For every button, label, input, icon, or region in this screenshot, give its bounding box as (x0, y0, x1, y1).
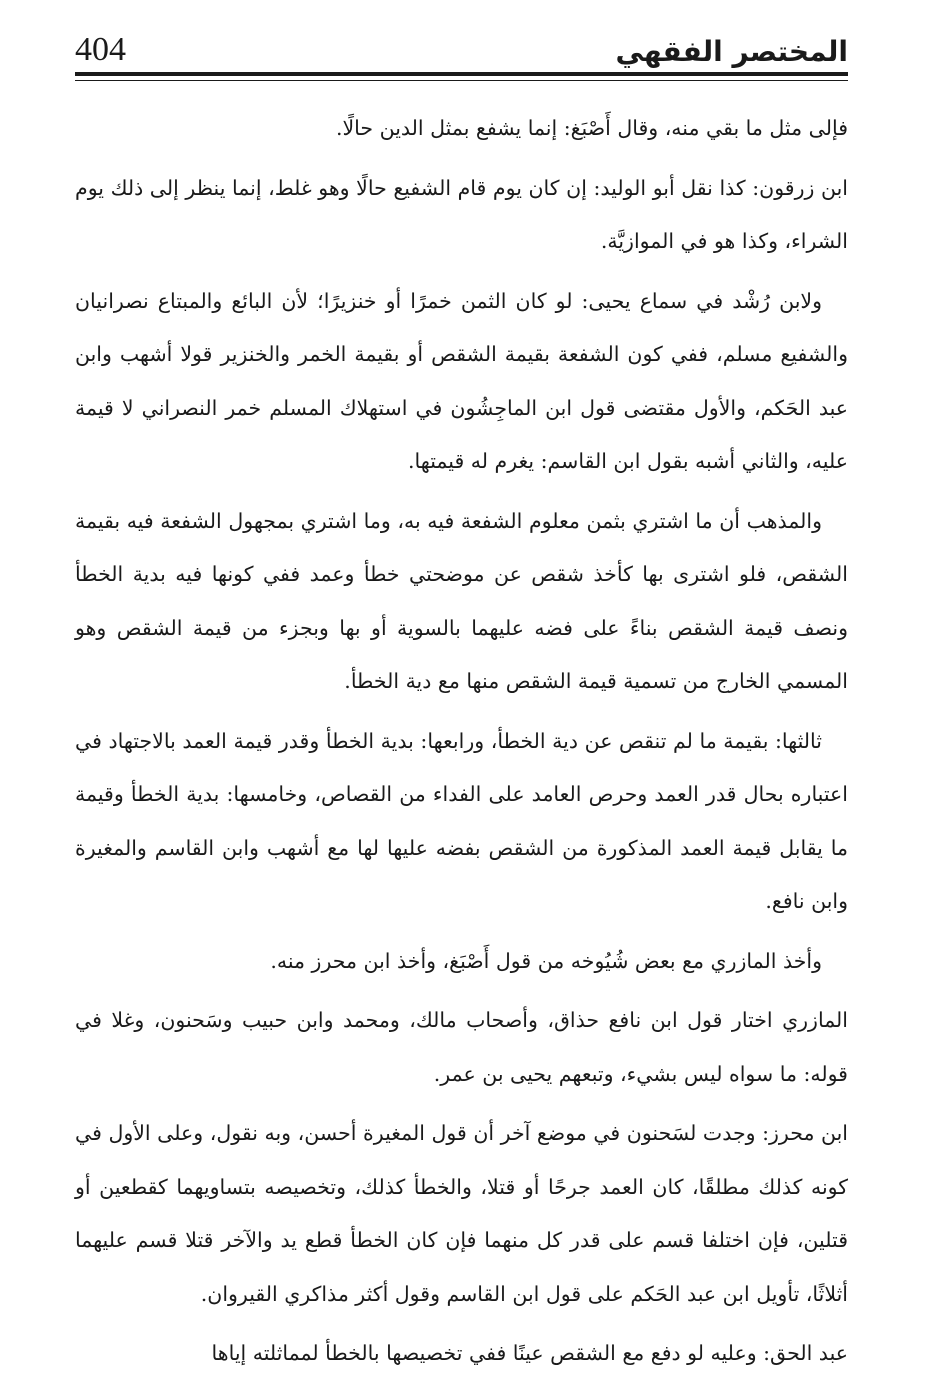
paragraph: فإلى مثل ما بقي منه، وقال أَصْبَغ: إنما يشفع بمثل الدين حالًا. (335, 116, 848, 140)
paragraph: ولابن رُشْد في سماع يحيى: لو كان الثمن خمرًا أو خنزيرًا؛ لأن البائع والمبتاع نصرانيان والشفيع مسلم، ففي كون الشفعة بقيمة الشقص أو بقيمة الخمر والخنزير قولا أشهب وابن عبد الحَكم، والأول مقتضى قول ابن الماجِشُون في استهلاك المسلم خمر النصراني لا قيمة عليه، والثاني أشبه بقول ابن القاسم: يغرم له قيمتها. (75, 288, 848, 473)
paragraph: والمذهب أن ما اشتري بثمن معلوم الشفعة فيه به، وما اشتري بمجهول الشفعة فيه بقيمة الشقص، فلو اشترى بها كأخذ شقص عن موضحتي خطأ وعمد ففي كونها فيه بدية الخطأ ونصف قيمة الشقص بناءً على فضه عليهما بالسوية أو بها وبجزء من قيمة الشقص وهو المسمي الخارج من تسمية قيمة الشقص منها مع دية الخطأ. (75, 508, 848, 693)
body-text (75, 102, 848, 1387)
page-number: 404 (75, 31, 126, 68)
paragraph: ابن زرقون: كذا نقل أبو الوليد: إن كان يوم قام الشفيع حالًا وهو غلط، إنما ينظر إلى ذلك يوم الشراء، وكذا هو في الموازيَّة. (75, 175, 848, 253)
paragraph: ثالثها: بقيمة ما لم تنقص عن دية الخطأ، ورابعها: بدية الخطأ وقدر قيمة العمد بالاجتهاد في اعتباره بحال قدر العمد وحرص العامد على الفداء من القصاص، وخامسها: بدية الخطأ وقيمة ما يقابل قيمة العمد المذكورة من الشقص بفضه عليها لها مع أشهب وابن القاسم والمغيرة وابن نافع. (75, 728, 848, 913)
header-rule-thick (75, 72, 848, 76)
page-header (75, 26, 848, 78)
header-rule-thin (75, 80, 848, 81)
paragraph: عبد الحق: وعليه لو دفع مع الشقص عينًا ففي تخصيصها بالخطأ لمماثلته إياها (211, 1341, 848, 1365)
book-title: المختصر الفقهي (615, 35, 848, 68)
paragraph: وأخذ المازري مع بعض شُيُوخه من قول أَصْبَغ، وأخذ ابن محرز منه. (270, 948, 822, 973)
paragraph: ابن محرز: وجدت لسَحنون في موضع آخر أن قول المغيرة أحسن، وبه نقول، وعلى الأول في كونه كذلك مطلقًا، كان العمد جرحًا أو قتلا، والخطأ كذلك، وتخصيصه بتساويهما كقطعين أو قتلين، فإن اختلفا قسم على قدر كل منهما فإن كان الخطأ قطع يد والآخر قتلا قسم عليهما أثلاثًا، تأويل ابن عبد الحَكم على قول ابن القاسم وقول أكثر مذاكري القيروان. (75, 1121, 848, 1306)
paragraph: المازري اختار قول ابن نافع حذاق، وأصحاب مالك، ومحمد وابن حبيب وسَحنون، وغلا في قوله: ما سواه ليس بشيء، وتبعهم يحيى بن عمر. (75, 1008, 848, 1086)
